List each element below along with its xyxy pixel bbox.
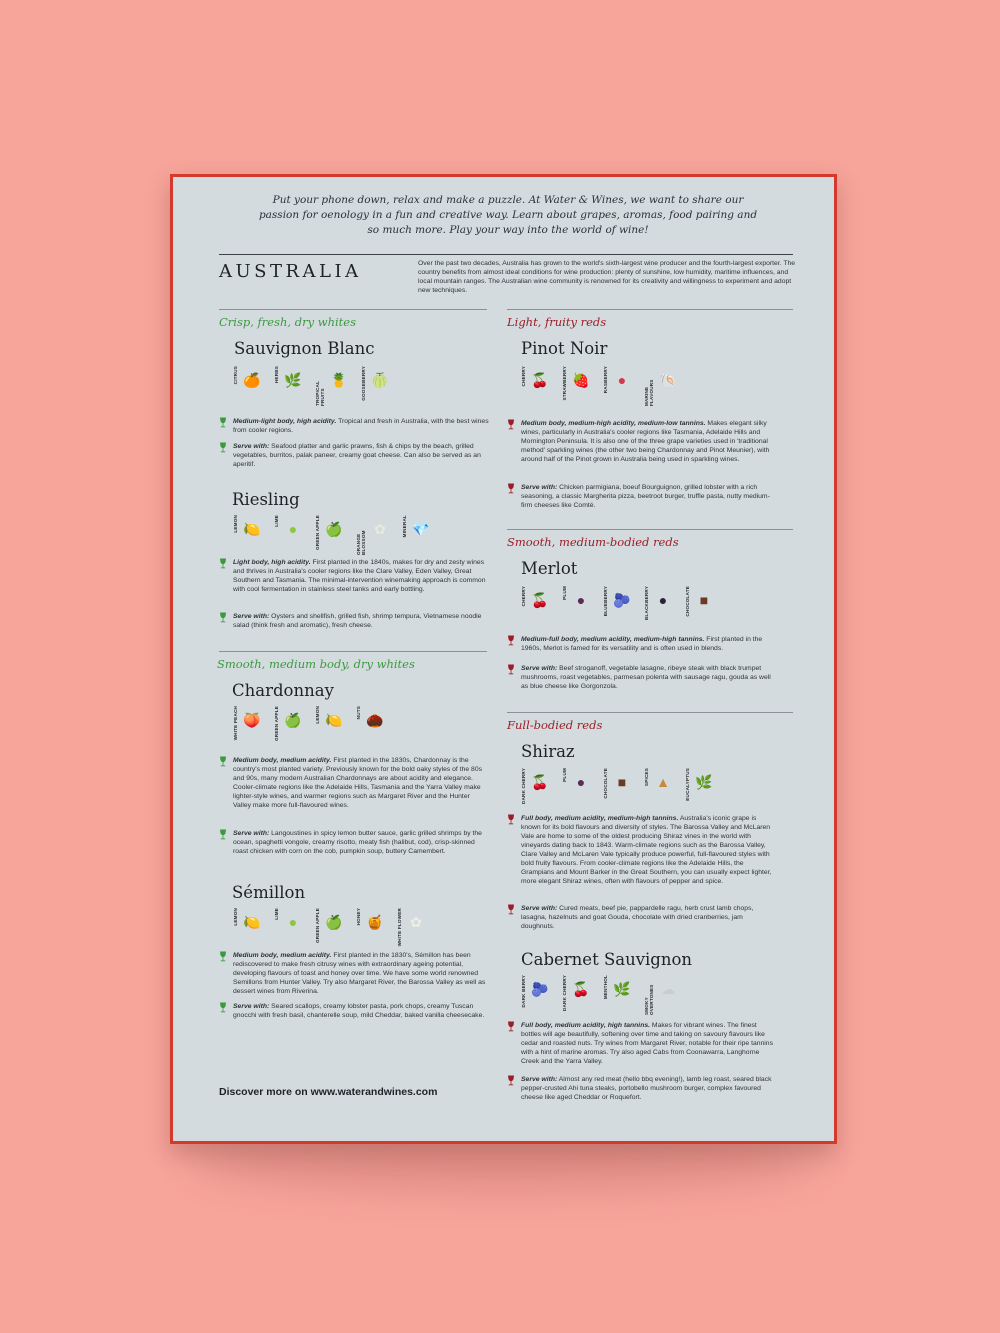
aroma-label: GOOSEBERRY <box>361 366 366 401</box>
body-bold: Full body, medium acidity, medium-high tannins. <box>521 815 679 822</box>
aromas-semillon <box>233 908 432 946</box>
lemon-icon: 🍋 <box>325 712 343 728</box>
wine-title-semillon: Sémillon <box>232 883 306 902</box>
aroma-honey <box>356 908 387 934</box>
blackberry-icon: ● <box>658 592 668 608</box>
body-text: First planted in the 1840s, makes for dry and zesty wines and thrives in Australia's cooler regions like the Clare Valley, Eden Valley, Great Southern and Tasmania. The minimal-intervention winemaking approach is common with cool fermentation in stainless steel tanks and early bottling. <box>233 559 486 593</box>
aroma-blueberry <box>603 586 634 616</box>
body-text: Australia's iconic grape is known for its bold flavours and diversity of styles. The Barossa Valley and McLaren Vale are home to some of the oldest producing Shiraz vines in the world with vineyards dating back to 1843. Warm-climate regions such as the Barossa Valley, Clare Valley and McLaren Vale typically produce powerful, full-flavoured styles with bold fruity flavours. From cooler-climate regions like the Adelaide Hills, the Grampians and Mount Barker in the Great Southern, you can usually expect lighter, more elegant Shiraz wines, often with flavours of pepper and spice. <box>521 815 772 885</box>
serve-text: Cured meats, beef pie, pappardelle ragu, herb crust lamb chops, lasagna, hazelnuts and goat Gouda, chocolate with dried cranberries, jam doughnuts. <box>521 905 754 930</box>
lime-icon: ● <box>288 914 298 930</box>
body-text: Tropical and fresh in Australia, with the best wines from cooler regions. <box>233 418 489 434</box>
top-divider <box>219 254 793 255</box>
lemon-icon: 🍋 <box>243 521 261 537</box>
body-note-riesling <box>219 558 489 594</box>
aroma-plum <box>562 768 593 794</box>
aroma-label: MINERAL <box>402 515 407 538</box>
serve-text: Oysters and shellfish, grilled fish, shrimp tempura, Vietnamese noodle salad (think fresh and aromatic), fresh cheese. <box>233 613 482 629</box>
wine-title-sauvignon-blanc: Sauvignon Blanc <box>234 339 375 358</box>
citrus-icon: 🍊 <box>243 372 261 388</box>
category-full-reds: Full-bodied reds <box>507 718 603 732</box>
white-wine-glass-icon <box>219 417 227 428</box>
green-apple-icon: 🍏 <box>325 521 343 537</box>
aroma-eucalyptus <box>685 768 716 801</box>
aroma-label: MENTHOL <box>603 975 608 1000</box>
aromas-pinot-noir <box>521 366 684 404</box>
aroma-lemon <box>233 515 264 541</box>
body-bold: Medium body, medium acidity. <box>233 757 332 764</box>
cherry-icon: 🍒 <box>531 372 549 388</box>
aroma-nuts <box>356 706 387 732</box>
aroma-tropical-fruits <box>315 366 351 406</box>
serve-text: Seafood platter and garlic prawns, fish & chips by the beach, grilled vegetables, burritos, palak paneer, creamy goat cheese. Can also be served as an aperitif. <box>233 443 481 468</box>
aroma-label: DARK CHERRY <box>562 975 567 1011</box>
aroma-cherry <box>521 586 552 612</box>
serve-bold: Serve with: <box>233 613 270 620</box>
white-wine-glass-icon <box>219 558 227 569</box>
aroma-label: DARK CHERRY <box>521 768 526 804</box>
aroma-lemon <box>233 908 264 934</box>
aroma-green-apple <box>315 515 346 550</box>
aromas-shiraz <box>521 768 720 806</box>
serve-bold: Serve with: <box>233 443 270 450</box>
aroma-label: LEMON <box>233 515 238 533</box>
white-wine-glass-icon <box>219 829 227 840</box>
serve-text: Seared scallops, creamy lobster pasta, pork chops, creamy Tuscan gnocchi with fresh basil, chanterelle soup, mild Cheddar, baked vanilla cheesecake. <box>233 1003 485 1019</box>
body-note-merlot <box>507 635 777 653</box>
chocolate-icon: ■ <box>699 592 709 608</box>
aroma-white-peach <box>233 706 264 740</box>
aroma-label: TROPICAL FRUITS <box>315 381 325 406</box>
wine-title-merlot: Merlot <box>521 559 578 578</box>
tropical-fruits-icon: 🍍 <box>330 372 348 388</box>
serve-note-pinot-noir <box>507 483 777 510</box>
aroma-label: CHOCOLATE <box>603 768 608 799</box>
body-bold: Light body, high acidity. <box>233 559 311 566</box>
raspberry-icon: ● <box>617 372 627 388</box>
dark-cherry-icon: 🍒 <box>531 774 549 790</box>
red-wine-glass-icon <box>507 483 515 494</box>
aroma-orange-blossom <box>356 515 392 555</box>
red-wine-glass-icon <box>507 635 515 646</box>
orange-blossom-icon: ✿ <box>374 521 386 537</box>
serve-bold: Serve with: <box>521 665 558 672</box>
white-flower-icon: ✿ <box>410 914 422 930</box>
mineral-icon: 💎 <box>412 521 430 537</box>
aroma-label: LIME <box>274 908 279 920</box>
honey-icon: 🍯 <box>366 914 384 930</box>
body-note-shiraz <box>507 814 777 886</box>
aroma-white-flower <box>397 908 428 946</box>
smoky-overtones-icon: ☁ <box>661 981 675 997</box>
aroma-label: NUTS <box>356 706 361 720</box>
red-wine-glass-icon <box>507 419 515 430</box>
aroma-dark-berry <box>521 975 552 1007</box>
serve-note-riesling <box>219 612 489 630</box>
aroma-label: LIME <box>274 515 279 527</box>
lime-icon: ● <box>288 521 298 537</box>
aroma-label: WHITE FLOWER <box>397 908 402 947</box>
body-note-cabernet-sauvignon <box>507 1021 777 1066</box>
aroma-label: WHITE PEACH <box>233 706 238 741</box>
white-wine-glass-icon <box>219 1002 227 1013</box>
body-bold: Medium-full body, medium acidity, medium-high tannins. <box>521 636 705 643</box>
aroma-mineral <box>402 515 433 541</box>
aroma-label: BLUEBERRY <box>603 586 608 617</box>
blueberry-icon: 🫐 <box>613 592 631 608</box>
serve-note-semillon <box>219 1002 489 1020</box>
red-wine-glass-icon <box>507 664 515 675</box>
strawberry-icon: 🍓 <box>572 372 590 388</box>
aroma-smoky-overtones <box>644 975 680 1015</box>
category-smooth-whites: Smooth, medium body, dry whites <box>217 657 415 671</box>
serve-note-shiraz <box>507 904 777 931</box>
aroma-label: GREEN APPLE <box>274 706 279 741</box>
country-description: Over the past two decades, Australia has grown to the world's sixth-largest wine producer and the fourth-largest exporter. The country benefits from almost ideal conditions for wine production: plenty of sunshine, low humidity, maritime influences, and local mountain ranges. The Australian wine community is renowned for its creativity and willingness to experiment and adopt new techniques. <box>418 260 796 295</box>
aroma-label: GREEN APPLE <box>315 908 320 943</box>
serve-text: Langoustines in spicy lemon butter sauce, garlic grilled shrimps by the ocean, spaghetti vongole, creamy risotto, meaty fish (halibut, cod), crisp-skinned roast chicken with corn on the cob, pumpkin soup, buttery Camembert. <box>233 830 482 855</box>
aroma-label: MARINE FLAVOURS <box>644 379 654 406</box>
serve-note-merlot <box>507 664 777 691</box>
red-wine-glass-icon <box>507 814 515 825</box>
body-note-pinot-noir <box>507 419 777 464</box>
marine-flavours-icon: 🐚 <box>659 372 677 388</box>
body-text: First planted in the 1830s, Chardonnay is the country's most planted variety. Previously known for the bold oaky styles of the 80s and 90s, many modern Australian Chardonnays are about acidity and elegance. Cooler-climate regions like the Adelaide Hills, Tasmania and the Yarra Valley make lighter-style wines, and warmer regions such as Margaret River and the Hunter Valley make more full-flavoured wines. <box>233 757 483 809</box>
red-wine-glass-icon <box>507 1075 515 1086</box>
section-divider-right <box>507 309 793 310</box>
eucalyptus-icon: 🌿 <box>695 774 713 790</box>
aroma-rasberry <box>603 366 634 393</box>
aroma-label: GREEN APPLE <box>315 515 320 550</box>
aromas-sauvignon-blanc <box>233 366 396 404</box>
aroma-label: PLUM <box>562 586 567 600</box>
body-note-chardonnay <box>219 756 489 810</box>
cherry-icon: 🍒 <box>531 592 549 608</box>
aroma-label: EUCALYPTUS <box>685 768 690 801</box>
aroma-strawberry <box>562 366 593 401</box>
body-bold: Medium-light body, high acidity. <box>233 418 337 425</box>
body-text: Makes elegant silky wines, particularly in Australia's cooler regions like Tasmania, Adelaide Hills and Mornington Peninsula. It is also one of the three grape varieties used in 'traditional method' sparkling wines (the other two being Chardonnay and Pinot Meunier), with around half of the Pinot grown in Australia being used in sparkling wines. <box>521 420 770 463</box>
aromas-merlot <box>521 586 720 624</box>
aroma-label: HONEY <box>356 908 361 926</box>
aroma-label: PLUM <box>562 768 567 782</box>
wine-title-cabernet-sauvignon: Cabernet Sauvignon <box>521 950 693 969</box>
gooseberry-icon: 🍈 <box>371 372 389 388</box>
body-bold: Full body, medium acidity, high tannins. <box>521 1022 651 1029</box>
aroma-citrus <box>233 366 264 392</box>
herbs-icon: 🌿 <box>284 372 302 388</box>
chocolate-icon: ■ <box>617 774 627 790</box>
puzzle-box-back <box>170 174 837 1144</box>
body-text: First planted in the 1830's, Sémillon has been rediscovered to make fresh citrusy wines with extraordinary ageing potential, developing flavours of toast and honey over time. We have some world renowned Semillons from Hunter Valley. Try also Margaret River, the Barossa Valley as well as dessert wines from Riverina. <box>233 952 486 995</box>
aroma-lemon <box>315 706 346 732</box>
aroma-blackberry <box>644 586 675 620</box>
aroma-lime <box>274 515 305 541</box>
aroma-spices <box>644 768 675 794</box>
aroma-chocolate <box>603 768 634 799</box>
aroma-gooseberry <box>361 366 392 401</box>
aromas-cabernet-sauvignon <box>521 975 684 1013</box>
aroma-cherry <box>521 366 552 392</box>
aroma-lime <box>274 908 305 934</box>
green-apple-icon: 🍏 <box>284 712 302 728</box>
body-bold: Medium body, medium-high acidity, medium-low tannins. <box>521 420 706 427</box>
category-divider-right-1 <box>507 529 793 530</box>
aroma-green-apple <box>315 908 346 943</box>
body-text: Makes for vibrant wines. The finest bottles will age beautifully, softening over time and taking on savoury flavours like cedar and roasted nuts. Try wines from Margaret River, notable for their ripe tannins with a hint of marine aromas. Try also aged Cabs from Coonawarra, Langhorne Creek and the Yarra Valley. <box>521 1022 773 1065</box>
body-note-sauvignon-blanc <box>219 417 489 435</box>
aroma-herbs <box>274 366 305 392</box>
white-wine-glass-icon <box>219 756 227 767</box>
body-note-semillon <box>219 951 489 996</box>
wine-title-riesling: Riesling <box>232 490 300 509</box>
aroma-label: BLACKBERRY <box>644 586 649 620</box>
aroma-label: HERBS <box>274 366 279 384</box>
plum-icon: ● <box>576 592 586 608</box>
red-wine-glass-icon <box>507 904 515 915</box>
lemon-icon: 🍋 <box>243 914 261 930</box>
aroma-label: LEMON <box>233 908 238 926</box>
plum-icon: ● <box>576 774 586 790</box>
body-text: First planted in the 1960s, Merlot is famed for its versatility and is often used in blends. <box>521 636 763 652</box>
serve-bold: Serve with: <box>521 1076 558 1083</box>
aromas-riesling <box>233 515 437 553</box>
aroma-label: RASBERRY <box>603 366 608 394</box>
aroma-label: CITRUS <box>233 366 238 385</box>
dark-cherry-icon: 🍒 <box>572 981 590 997</box>
aroma-plum <box>562 586 593 612</box>
serve-text: Chicken parmigiana, boeuf Bourguignon, grilled lobster with a rich seasoning, a classic Margherita pizza, beetroot burger, truffle pasta, nutty medium-firm cheeses like Comté. <box>521 484 770 509</box>
intro-text: Put your phone down, relax and make a puzzle. At Water & Wines, we want to share our passion for oenology in a fun and creative way. Learn about grapes, aromas, food pairing and so much more. Play your way into the world of wine! <box>258 194 758 236</box>
wine-title-pinot-noir: Pinot Noir <box>521 339 608 358</box>
aroma-label: STRAWBERRY <box>562 366 567 401</box>
category-divider-left <box>219 651 487 652</box>
footer-link[interactable]: Discover more on www.waterandwines.com <box>219 1086 438 1098</box>
wine-title-shiraz: Shiraz <box>521 742 575 761</box>
serve-bold: Serve with: <box>521 484 558 491</box>
aroma-label: CHOCOLATE <box>685 586 690 617</box>
serve-bold: Serve with: <box>233 1003 270 1010</box>
serve-bold: Serve with: <box>521 905 558 912</box>
aroma-marine-flavours <box>644 366 680 406</box>
green-apple-icon: 🍏 <box>325 914 343 930</box>
section-divider-left <box>219 309 487 310</box>
body-bold: Medium body, medium acidity. <box>233 952 332 959</box>
serve-text: Almost any red meat (hello bbq evening!), lamb leg roast, seared black pepper-crusted Ahi tuna steaks, portobello mushroom burger, complex favoured cheese like aged Cheddar or Roquefort. <box>521 1076 772 1101</box>
spices-icon: ▲ <box>656 774 670 790</box>
white-wine-glass-icon <box>219 612 227 623</box>
country-title: AUSTRALIA <box>219 261 362 282</box>
category-smooth-reds: Smooth, medium-bodied reds <box>507 535 679 549</box>
category-crisp-whites: Crisp, fresh, dry whites <box>219 315 356 329</box>
aroma-label: CHERRY <box>521 366 526 387</box>
nuts-icon: 🌰 <box>366 712 384 728</box>
dark-berry-icon: 🫐 <box>531 981 549 997</box>
category-divider-right-2 <box>507 712 793 713</box>
aroma-dark-cherry <box>521 768 552 804</box>
aroma-label: SMOKY OVERTONES <box>644 984 654 1015</box>
aroma-label: ORANGE BLOSSOM <box>356 530 366 555</box>
serve-bold: Serve with: <box>233 830 270 837</box>
aromas-chardonnay <box>233 706 391 744</box>
aroma-label: DARK BERRY <box>521 975 526 1008</box>
white-wine-glass-icon <box>219 442 227 453</box>
serve-note-sauvignon-blanc <box>219 442 489 469</box>
aroma-green-apple <box>274 706 305 741</box>
aroma-label: SPICES <box>644 768 649 787</box>
aroma-label: LEMON <box>315 706 320 724</box>
aroma-label: CHERRY <box>521 586 526 607</box>
serve-text: Beef stroganoff, vegetable lasagne, ribeye steak with black trumpet mushrooms, roast vegetables, parmesan polenta with sausage ragu, gouda as well as blue cheese like Gorgonzola. <box>521 665 771 690</box>
white-peach-icon: 🍑 <box>243 712 261 728</box>
aroma-menthol <box>603 975 634 1001</box>
serve-note-cabernet-sauvignon <box>507 1075 777 1102</box>
aroma-chocolate <box>685 586 716 617</box>
serve-note-chardonnay <box>219 829 489 856</box>
red-wine-glass-icon <box>507 1021 515 1032</box>
wine-title-chardonnay: Chardonnay <box>232 681 334 700</box>
menthol-icon: 🌿 <box>613 981 631 997</box>
white-wine-glass-icon <box>219 951 227 962</box>
aroma-dark-cherry <box>562 975 593 1011</box>
category-light-reds: Light, fruity reds <box>507 315 607 329</box>
